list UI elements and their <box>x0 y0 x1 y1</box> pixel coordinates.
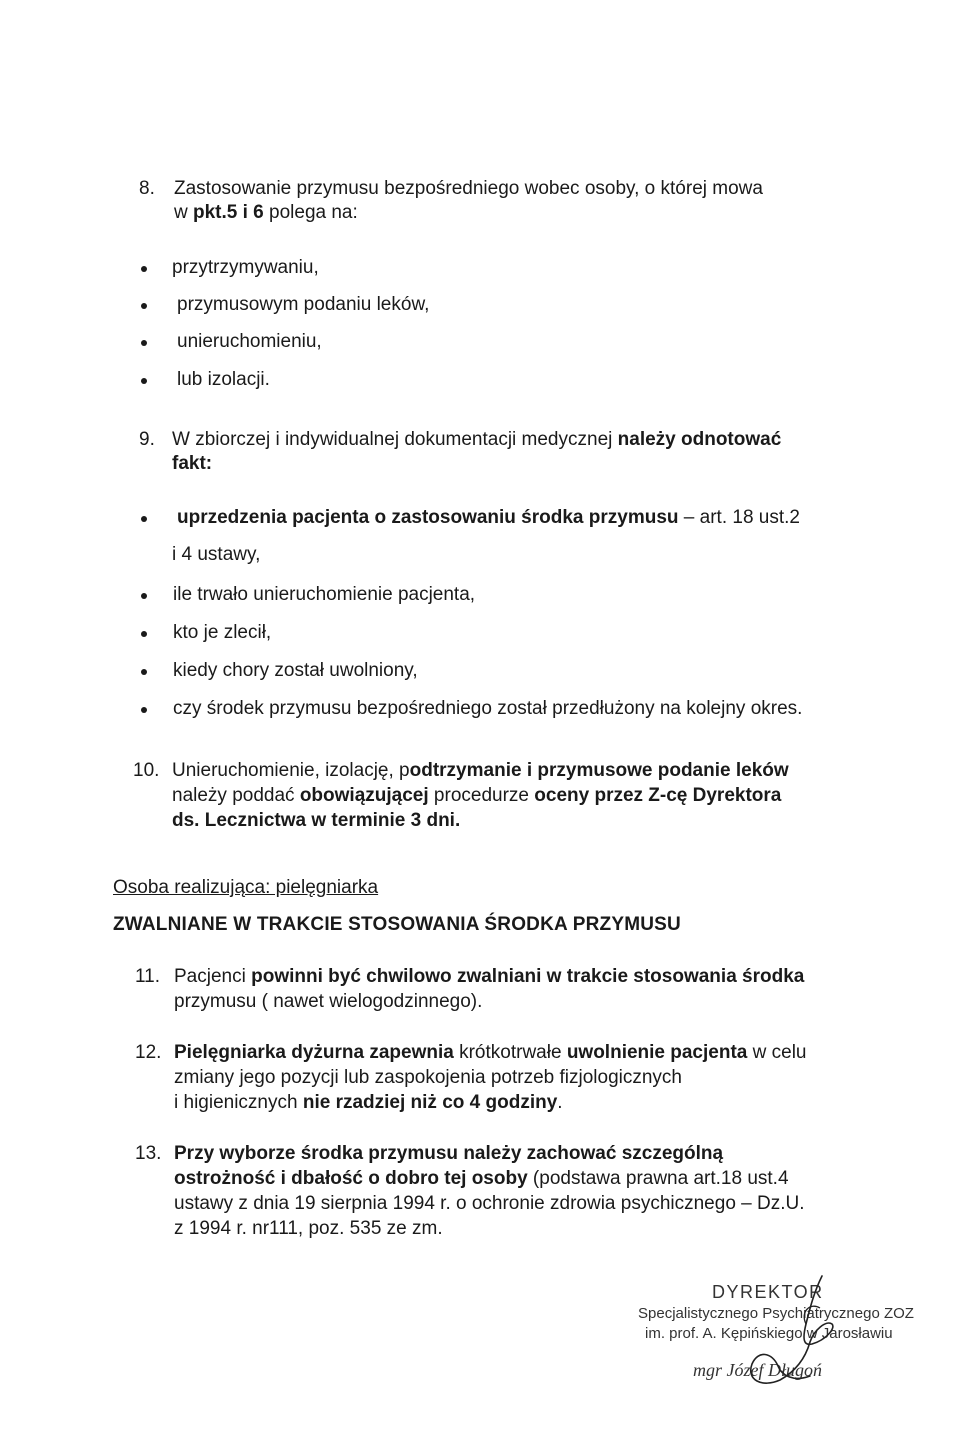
item-9-bullet-2: ile trwało unieruchomienie pacjenta, <box>173 584 476 605</box>
item-8-line-2: w pkt.5 i 6 polega na: <box>174 202 358 223</box>
item-13-line-3: ustawy z dnia 19 sierpnia 1994 r. o ochronie zdrowia psychicznego – Dz.U. <box>174 1193 805 1214</box>
stamp-name: mgr Józef Długoń <box>693 1360 822 1380</box>
item-8-line-1: Zastosowanie przymusu bezpośredniego wobec osoby, o której mowa <box>174 178 763 199</box>
item-13-line-2: ostrożność i dbałość o dobro tej osoby (podstawa prawna art.18 ust.4 <box>174 1168 789 1189</box>
bullet-dot <box>141 516 147 522</box>
item-8-bullet-4: lub izolacji. <box>177 369 270 390</box>
item-9-bullet-5: czy środek przymusu bezpośredniego został przedłużony na kolejny okres. <box>173 698 803 719</box>
bullet-dot <box>141 707 147 713</box>
item-12-number: 12. <box>135 1042 162 1063</box>
bullet-dot <box>141 631 147 637</box>
item-9-bullet-3: kto je zlecił, <box>173 622 272 643</box>
bullet-dot <box>141 266 147 272</box>
bullet-dot <box>141 669 147 675</box>
item-11-line-2: przymusu ( nawet wielogodzinnego). <box>174 991 483 1012</box>
responsible-person: Osoba realizująca: pielęgniarka <box>113 877 379 898</box>
item-9-number: 9. <box>139 429 155 450</box>
item-11-line-1: Pacjenci powinni być chwilowo zwalniani w trakcie stosowania środka <box>174 966 805 987</box>
item-10-line-1: Unieruchomienie, izolację, podtrzymanie i przymusowe podanie leków <box>172 760 789 781</box>
bullet-dot <box>141 340 147 346</box>
item-9-line-1: W zbiorczej i indywidualnej dokumentacji medycznej należy odnotować <box>172 429 782 450</box>
bullet-dot <box>141 303 147 309</box>
section-heading: ZWALNIANE W TRAKCIE STOSOWANIA ŚRODKA PRZYMUSU <box>113 914 681 935</box>
item-10-number: 10. <box>133 760 160 781</box>
item-10-line-3: ds. Lecznictwa w terminie 3 dni. <box>172 810 461 831</box>
item-11-number: 11. <box>135 966 161 987</box>
item-13-number: 13. <box>135 1143 162 1164</box>
item-9-bullet-1: uprzedzenia pacjenta o zastosowaniu środka przymusu – art. 18 ust.2 <box>177 507 800 528</box>
stamp-title: DYREKTOR <box>712 1282 824 1302</box>
item-8-bullet-2: przymusowym podaniu leków, <box>177 294 430 315</box>
item-12-line-1: Pielęgniarka dyżurna zapewnia krótkotrwałe uwolnienie pacjenta w celu <box>174 1042 807 1063</box>
item-13-line-4: z 1994 r. nr111, poz. 535 ze zm. <box>174 1218 443 1239</box>
item-12-line-2: zmiany jego pozycji lub zaspokojenia potrzeb fizjologicznych <box>174 1067 682 1088</box>
stamp-institution: Specjalistycznego Psychiatrycznego ZOZ <box>638 1305 914 1322</box>
item-13-line-1: Przy wyborze środka przymusu należy zachować szczególną <box>174 1143 724 1164</box>
item-9-line-2: fakt: <box>172 453 213 474</box>
stamp-address: im. prof. A. Kępińskiego w Jarosławiu <box>645 1325 893 1342</box>
item-8-bullet-3: unieruchomieniu, <box>177 331 322 352</box>
item-8-number: 8. <box>139 178 155 199</box>
bullet-dot <box>141 378 147 384</box>
item-9-bullet-1-continuation: i 4 ustawy, <box>172 544 261 565</box>
handwritten-signature <box>740 1272 860 1392</box>
item-10-line-2: należy poddać obowiązującej procedurze oceny przez Z-cę Dyrektora <box>172 785 782 806</box>
bullet-dot <box>141 593 147 599</box>
item-8-bullet-1: przytrzymywaniu, <box>172 257 319 278</box>
item-9-bullet-4: kiedy chory został uwolniony, <box>173 660 418 681</box>
item-12-line-3: i higienicznych nie rzadziej niż co 4 godziny. <box>174 1092 563 1113</box>
